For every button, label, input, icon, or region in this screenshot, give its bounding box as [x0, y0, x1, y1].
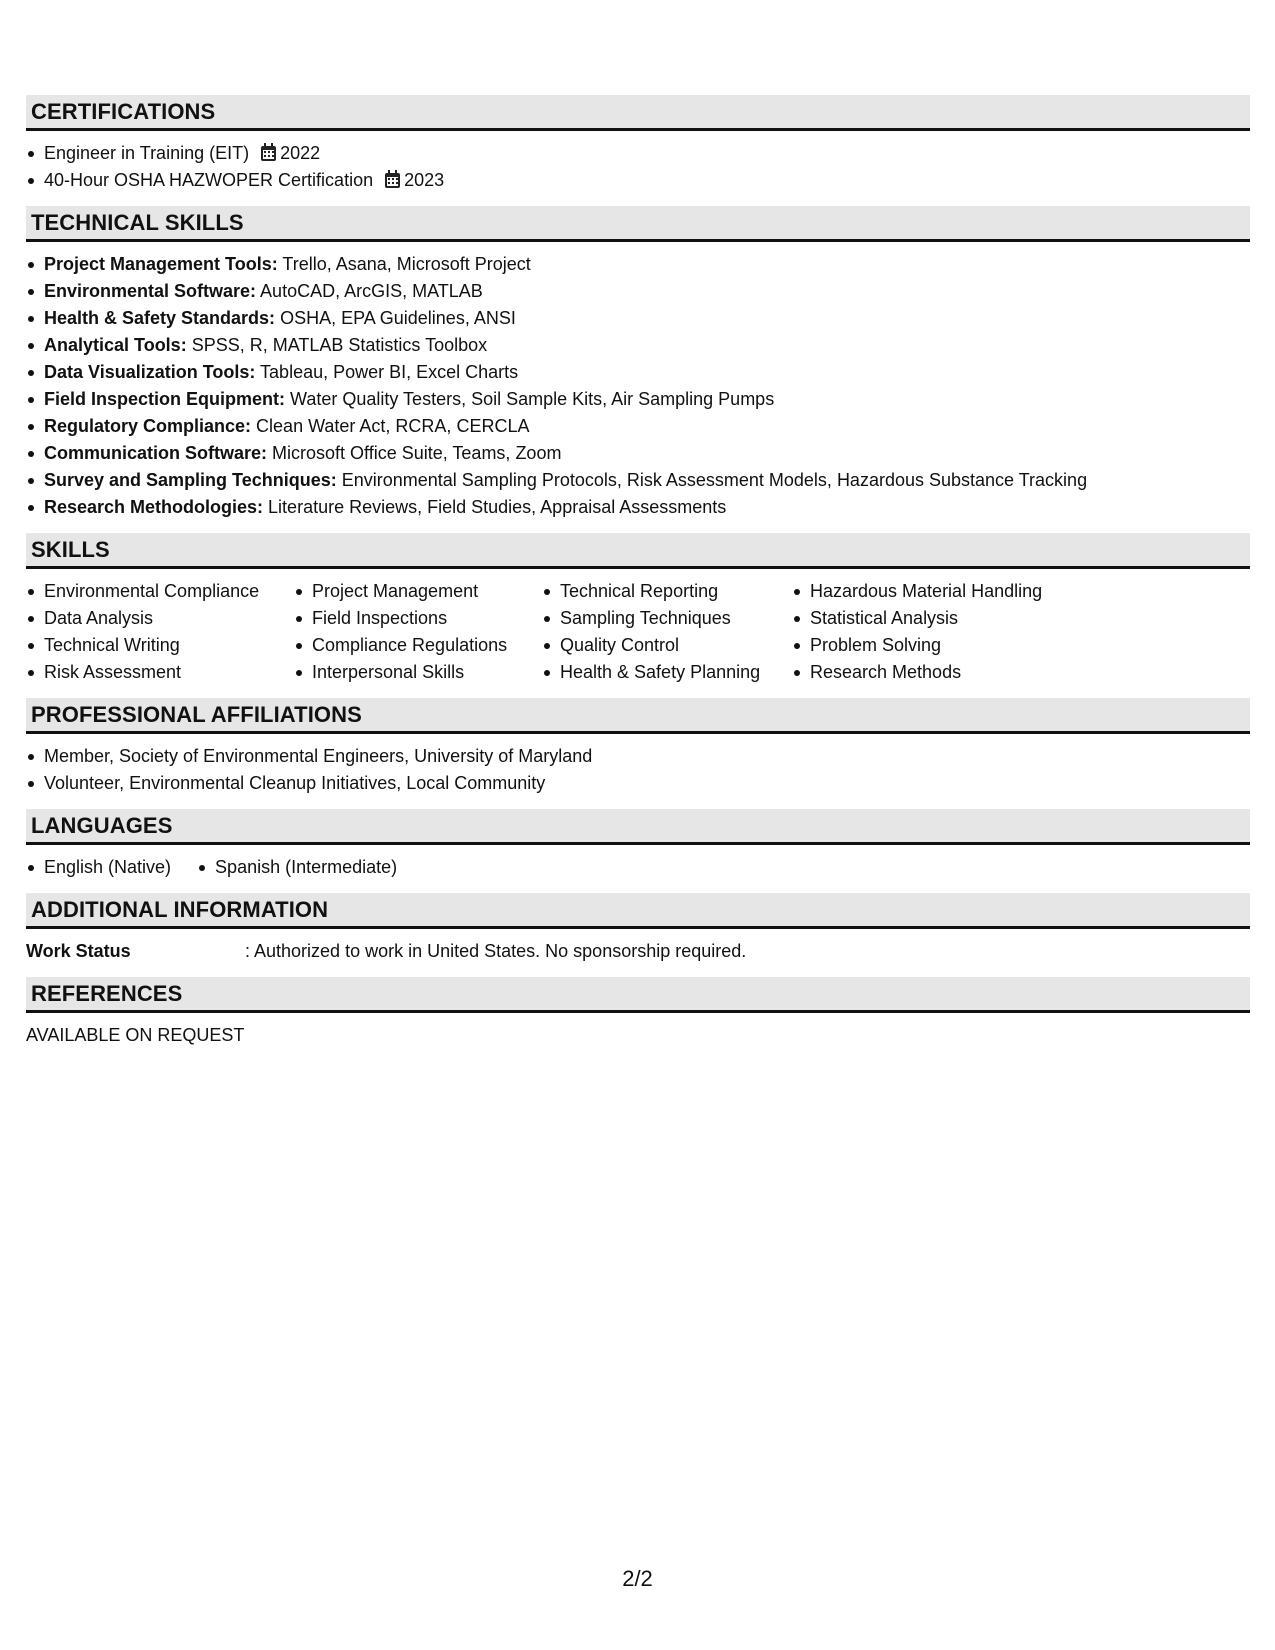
calendar-icon	[261, 146, 276, 161]
list-item: Problem Solving	[792, 632, 1092, 659]
section-header	[26, 95, 1250, 131]
languages-section	[26, 809, 1250, 881]
certification-name: 40-Hour OSHA HAZWOPER Certification	[44, 170, 374, 190]
skill-category: Regulatory Compliance:	[44, 416, 252, 436]
list-item: Technical Reporting	[542, 578, 792, 605]
skill-values: OSHA, EPA Guidelines, ANSI	[275, 308, 516, 328]
skill-values: Trello, Asana, Microsoft Project	[277, 254, 531, 274]
skill-values: Clean Water Act, RCRA, CERCLA	[251, 416, 530, 436]
skill-values: Literature Reviews, Field Studies, Appraisal Assessments	[263, 497, 727, 517]
work-status-row	[26, 938, 1250, 965]
list-item: Sampling Techniques	[542, 605, 792, 632]
references-text: AVAILABLE ON REQUEST	[26, 1025, 245, 1045]
list-item	[26, 494, 1250, 521]
list-item: Field Inspections	[294, 605, 542, 632]
list-item: Project Management	[294, 578, 542, 605]
section-header	[26, 206, 1250, 242]
certification-name: Engineer in Training (EIT)	[44, 143, 250, 163]
skill-category: Survey and Sampling Techniques:	[44, 470, 337, 490]
skill-values: AutoCAD, ArcGIS, MATLAB	[256, 281, 483, 301]
certification-year: 2023	[404, 170, 445, 190]
list-item: Research Methods	[792, 659, 1092, 686]
section-header	[26, 809, 1250, 845]
list-item: Health & Safety Planning	[542, 659, 792, 686]
list-item	[26, 278, 1250, 305]
list-item	[26, 413, 1250, 440]
skill-values: SPSS, R, MATLAB Statistics Toolbox	[186, 335, 488, 355]
skill-category: Communication Software:	[44, 443, 268, 463]
affiliations-list	[26, 743, 1250, 797]
languages-list	[26, 854, 1250, 881]
section-title: SKILLS	[31, 536, 110, 562]
list-item	[26, 386, 1250, 413]
skills-grid	[26, 578, 1250, 686]
section-title: TECHNICAL SKILLS	[31, 209, 244, 235]
work-status-value: : Authorized to work in United States. No sponsorship required.	[245, 941, 747, 961]
section-header	[26, 533, 1250, 569]
skill-category: Project Management Tools:	[44, 254, 278, 274]
list-item	[26, 332, 1250, 359]
skill-category: Analytical Tools:	[44, 335, 187, 355]
technical-skills-section	[26, 206, 1250, 521]
list-item: Risk Assessment	[26, 659, 294, 686]
list-item: Volunteer, Environmental Cleanup Initiatives, Local Community	[26, 770, 1250, 797]
section-title: CERTIFICATIONS	[31, 98, 216, 124]
skills-section	[26, 533, 1250, 686]
resume-page	[26, 95, 1250, 1061]
list-item: Member, Society of Environmental Engineers, University of Maryland	[26, 743, 1250, 770]
affiliations-section	[26, 698, 1250, 797]
section-header	[26, 698, 1250, 734]
section-title: PROFESSIONAL AFFILIATIONS	[31, 701, 362, 727]
list-item: Statistical Analysis	[792, 605, 1092, 632]
list-item	[26, 359, 1250, 386]
additional-info-section	[26, 893, 1250, 965]
technical-skills-list	[26, 251, 1250, 521]
skill-values: Environmental Sampling Protocols, Risk Assessment Models, Hazardous Substance Tracking	[336, 470, 1088, 490]
list-item	[26, 140, 1250, 167]
skill-category: Research Methodologies:	[44, 497, 264, 517]
list-item	[26, 167, 1250, 194]
certifications-section	[26, 95, 1250, 194]
section-title: LANGUAGES	[31, 812, 173, 838]
skill-category: Environmental Software:	[44, 281, 257, 301]
list-item: Technical Writing	[26, 632, 294, 659]
section-header	[26, 893, 1250, 929]
list-item	[26, 467, 1250, 494]
list-item: Interpersonal Skills	[294, 659, 542, 686]
skills-column	[294, 578, 542, 686]
list-item: Data Analysis	[26, 605, 294, 632]
page-number: 2/2	[622, 1566, 653, 1591]
certification-year: 2022	[280, 143, 321, 163]
work-status-label: Work Status	[26, 941, 131, 961]
skill-values: Tableau, Power BI, Excel Charts	[255, 362, 519, 382]
list-item: Spanish (Intermediate)	[197, 854, 397, 881]
list-item: Quality Control	[542, 632, 792, 659]
list-item: English (Native)	[26, 854, 171, 881]
skill-values: Microsoft Office Suite, Teams, Zoom	[267, 443, 562, 463]
skill-category: Health & Safety Standards:	[44, 308, 276, 328]
certifications-list	[26, 140, 1250, 194]
list-item	[26, 305, 1250, 332]
list-item	[26, 440, 1250, 467]
list-item: Hazardous Material Handling	[792, 578, 1092, 605]
list-item: Environmental Compliance	[26, 578, 294, 605]
section-title: REFERENCES	[31, 980, 183, 1006]
list-item: Compliance Regulations	[294, 632, 542, 659]
skills-column	[26, 578, 294, 686]
skill-category: Field Inspection Equipment:	[44, 389, 286, 409]
skills-column	[792, 578, 1092, 686]
list-item	[26, 251, 1250, 278]
section-title: ADDITIONAL INFORMATION	[31, 896, 329, 922]
skills-column	[542, 578, 792, 686]
references-section	[26, 977, 1250, 1049]
skill-values: Water Quality Testers, Soil Sample Kits, Air Sampling Pumps	[285, 389, 775, 409]
calendar-icon	[385, 173, 400, 188]
section-header	[26, 977, 1250, 1013]
skill-category: Data Visualization Tools:	[44, 362, 256, 382]
